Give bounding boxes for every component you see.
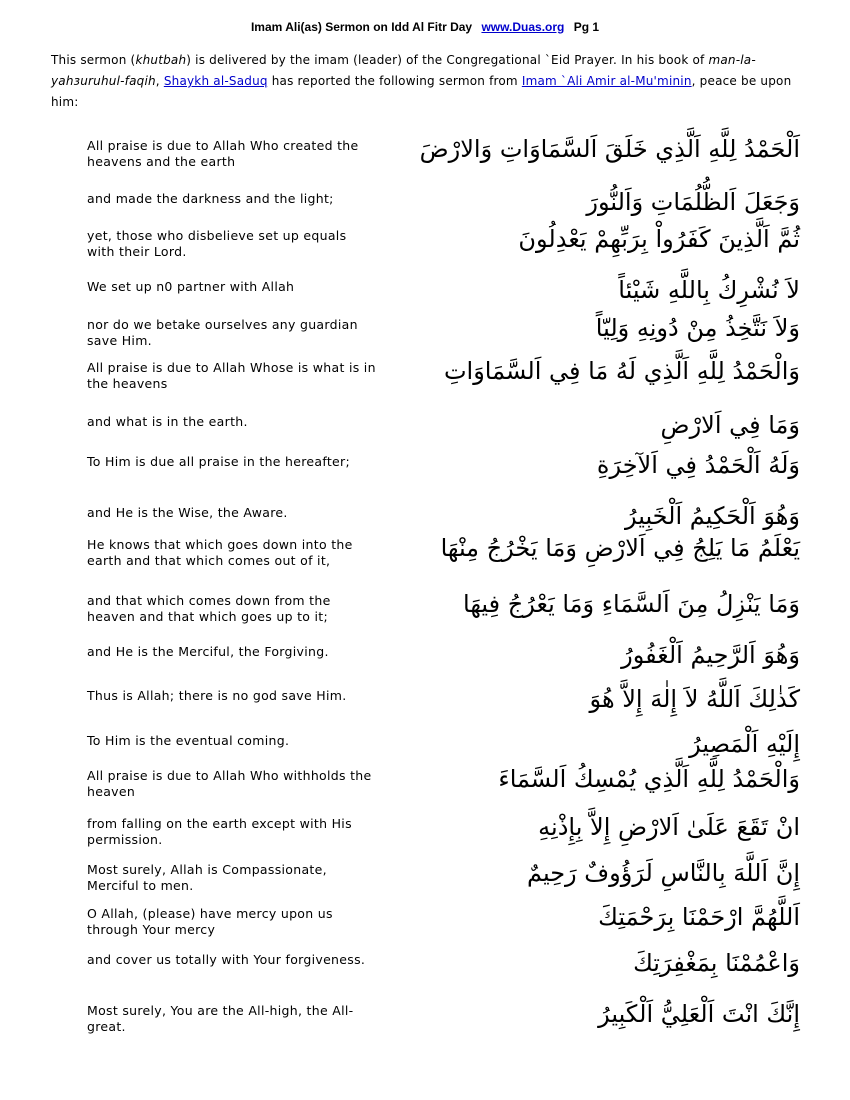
verse-arabic: وَلاَ نَتَّخِذُ مِنْ دُونِهِ وَلِيّاً	[595, 314, 800, 342]
intro-link-imam-ali[interactable]: Imam `Ali Amir al-Mu'minin	[521, 74, 692, 88]
verse-arabic: وَالْحَمْدُ لِلَّهِ اَلَّذِي يُمْسِكُ اَلسَّمَاءَ	[498, 765, 800, 793]
verse-english: nor do we betake ourselves any guardian save Him.	[87, 317, 358, 348]
verse-english: and He is the Wise, the Aware.	[87, 505, 288, 520]
verse-english: Most surely, You are the All-high, the All-great.	[87, 1003, 354, 1034]
header-page-number: Pg 1	[573, 20, 600, 34]
verse-arabic: ثُمَّ اَلَّذِينَ كَفَرُواْ بِرَبِّهِمْ يَعْدِلُونَ	[518, 225, 800, 253]
intro-text-1: This sermon (	[51, 53, 136, 67]
verse-arabic: يَعْلَمُ مَا يَلِجُ فِي اَلارْضِ وَمَا يَخْرُجُ مِنْهَا	[440, 534, 800, 562]
verse-english: yet, those who disbelieve set up equals with their Lord.	[87, 228, 347, 259]
verse-arabic: إِنَّكَ انْتَ اَلْعَلِيُّ اَلْكَبِيرُ	[598, 1000, 800, 1028]
verse-arabic: وَلَهُ اَلْحَمْدُ فِي اَلآخِرَةِ	[596, 451, 800, 479]
verse-arabic: وَالْحَمْدُ لِلَّهِ اَلَّذِي لَهُ مَا فِي اَلسَّمَاوَاتِ	[443, 357, 800, 385]
verse-arabic: وَجَعَلَ اَلظُّلُمَاتِ وَاَلنُّورَ	[586, 188, 800, 216]
verse-english: and that which comes down from the heaven and that which goes up to it;	[87, 593, 331, 624]
verse-english: To Him is due all praise in the hereafter;	[87, 454, 351, 469]
header-site-link[interactable]: www.Duas.org	[481, 20, 565, 34]
verse-english: All praise is due to Allah Whose is what is in the heavens	[87, 360, 376, 391]
verse-english: and made the darkness and the light;	[87, 191, 334, 206]
verse-english: He knows that which goes down into the earth and that which comes out of it,	[87, 537, 353, 568]
verse-english: Most surely, Allah is Compassionate, Merciful to men.	[87, 862, 327, 893]
verse-english: All praise is due to Allah Who created the heavens and the earth	[87, 138, 359, 169]
verse-arabic: وَهُوَ اَلرَّحِيمُ اَلْغَفُورُ	[621, 641, 800, 669]
verse-english: Thus is Allah; there is no god save Him.	[87, 688, 347, 703]
verse-english: and what is in the earth.	[87, 414, 248, 429]
verse-arabic: وَمَا يَنْزِلُ مِنَ اَلسَّمَاءِ وَمَا يَعْرُجُ فِيهَا	[463, 590, 800, 618]
verse-arabic: وَمَا فِي اَلارْضِ	[660, 411, 800, 439]
intro-book-title: man-la-yahзuruhul-faqih	[51, 53, 756, 88]
verse-arabic: إِنَّ اَللَّهَ بِالنَّاسِ لَرَؤُوفٌ رَحِيمٌ	[526, 859, 800, 887]
verse-arabic: لاَ نُشْرِكُ بِاللَّهِ شَيْئاً	[618, 276, 800, 304]
verse-arabic: انْ تَقَعَ عَلَىٰ اَلارْضِ إِلاَّ بِإِذْنِهِ	[538, 813, 800, 841]
verse-arabic: كَذٰلِكَ اَللَّهُ لاَ إِلٰهَ إِلاَّ هُوَ	[589, 685, 800, 713]
intro-text-5: , peace be upon him:	[51, 74, 792, 109]
verse-arabic: اَللَّهُمَّ ارْحَمْنَا بِرَحْمَتِكَ	[598, 903, 800, 931]
intro-text-2: ) is delivered by the imam (leader) of the Congregational `Eid Prayer. In his book of	[186, 53, 709, 67]
verse-english: and cover us totally with Your forgiveness.	[87, 952, 366, 967]
verse-english: from falling on the earth except with His permission.	[87, 816, 352, 847]
verse-english: and He is the Merciful, the Forgiving.	[87, 644, 329, 659]
verse-english: O Allah, (please) have mercy upon us through Your mercy	[87, 906, 333, 937]
verse-english: We set up n0 partner with Allah	[87, 279, 295, 294]
verse-english: All praise is due to Allah Who withholds the heaven	[87, 768, 372, 799]
verse-english: To Him is the eventual coming.	[87, 733, 290, 748]
intro-paragraph	[51, 50, 801, 113]
verse-arabic: وَهُوَ اَلْحَكِيمُ اَلْخَبِيرُ	[624, 502, 800, 530]
verse-arabic: إِلَيْهِ اَلْمَصِيرُ	[689, 730, 800, 758]
page-header	[0, 20, 850, 34]
verse-arabic: وَاعْمُمْنَا بِمَغْفِرَتِكَ	[633, 949, 800, 977]
verse-arabic: اَلْحَمْدُ لِلَّهِ اَلَّذِي خَلَقَ اَلسَّمَاوَاتِ وَالارْضَ	[419, 135, 800, 163]
header-title: Imam Ali(as) Sermon on Idd Al Fitr Day	[250, 20, 473, 34]
intro-text-4: has reported the following sermon from	[267, 74, 522, 88]
intro-link-saduq[interactable]: Shaykh al-Saduq	[163, 74, 268, 88]
intro-khutbah: khutbah	[135, 53, 187, 67]
intro-text-3: ,	[155, 74, 164, 88]
